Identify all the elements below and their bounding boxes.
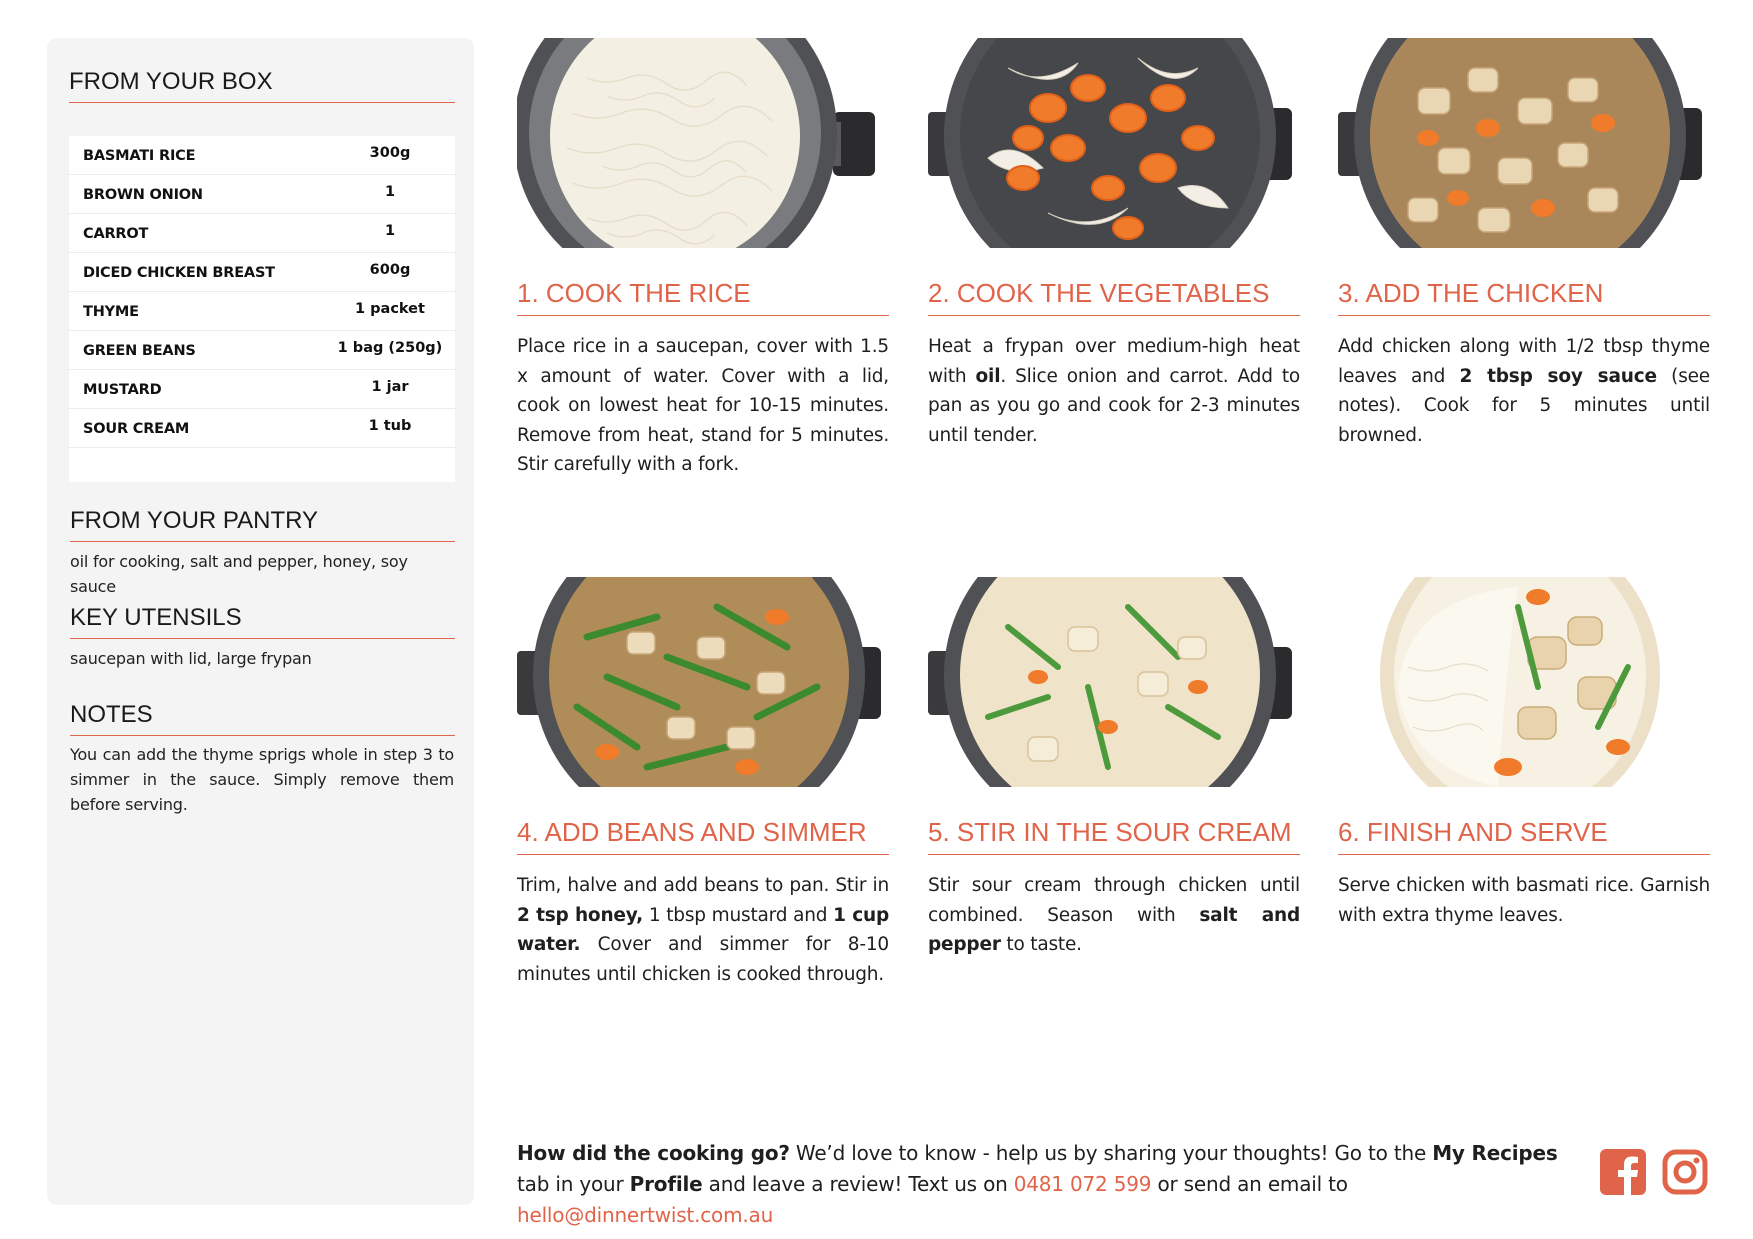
step1-instructions xyxy=(517,332,889,480)
text-run: salt and pepper xyxy=(928,904,1300,955)
ingredient-name: THYME xyxy=(83,304,139,320)
step4-title: 4. ADD BEANS AND SIMMER xyxy=(517,817,889,855)
text-run: Add chicken along with 1/2 tbsp thyme leaves and xyxy=(1338,336,1710,387)
key-utensils-heading: KEY UTENSILS xyxy=(70,604,455,639)
contact-link[interactable]: 0481 072 599 xyxy=(1013,1172,1152,1196)
text-run: 2 tsp honey, xyxy=(517,904,644,926)
from-your-box-heading: FROM YOUR BOX xyxy=(69,68,455,103)
ingredient-qty: 1 jar xyxy=(371,379,409,395)
text-run: Heat a frypan over medium-high heat with xyxy=(928,336,1300,387)
step2-title: 2. COOK THE VEGETABLES xyxy=(928,278,1300,316)
pantry-text: oil for cooking, salt and pepper, honey, soy sauce xyxy=(70,552,408,596)
text-run: . Slice onion and carrot. Add to pan as you go and cook for 2-3 minutes until tender. xyxy=(928,365,1300,446)
step1-photo-rice-pot xyxy=(517,38,881,248)
text-run: Profile xyxy=(629,1172,703,1196)
ingredient-name: BROWN ONION xyxy=(83,187,203,203)
ingredient-row xyxy=(69,253,455,292)
ingredient-row xyxy=(69,370,455,409)
step3-photo-chicken-pan xyxy=(1338,38,1702,248)
ingredient-row xyxy=(69,409,455,448)
ingredient-name: BASMATI RICE xyxy=(83,148,196,164)
notes-heading: NOTES xyxy=(70,701,455,736)
step6-photo-served-bowl xyxy=(1338,577,1702,787)
ingredient-row xyxy=(69,136,455,175)
text-run: 1 tbsp mustard and xyxy=(643,904,834,926)
ingredient-qty: 300g xyxy=(369,145,411,161)
step3-title: 3. ADD THE CHICKEN xyxy=(1338,278,1710,316)
step2-instructions xyxy=(928,332,1300,450)
text-run: We’d love to know - help us by sharing your thoughts! Go to the xyxy=(789,1141,1433,1165)
text-run: (see notes). Cook for 5 minutes until browned. xyxy=(1338,365,1710,446)
facebook-icon[interactable] xyxy=(1600,1149,1646,1195)
text-run: Place rice in a saucepan, cover with 1.5 x amount of water. Cover with a lid, cook on lowest heat for 10-15 minutes. Remove from heat, stand for 5 minutes. Stir carefully with a fork. xyxy=(517,336,889,475)
ingredient-row xyxy=(69,214,455,253)
text-run: My Recipes xyxy=(1432,1141,1558,1165)
ingredient-name: CARROT xyxy=(83,226,149,242)
ingredient-qty: 1 tub xyxy=(368,418,412,434)
utensils-text: saucepan with lid, large frypan xyxy=(70,649,312,668)
step3-instructions xyxy=(1338,332,1710,450)
ingredient-name: DICED CHICKEN BREAST xyxy=(83,265,275,281)
step1-title: 1. COOK THE RICE xyxy=(517,278,889,316)
step4-photo-beans-pan xyxy=(517,577,881,787)
box-ingredients-table xyxy=(69,136,455,482)
text-run: tab in your xyxy=(517,1172,630,1196)
ingredient-qty: 1 xyxy=(384,184,396,200)
ingredient-qty: 1 xyxy=(384,223,396,239)
instagram-icon[interactable] xyxy=(1662,1149,1708,1195)
ingredients-sidebar xyxy=(47,38,474,1205)
feedback-message xyxy=(517,1138,1567,1231)
text-run: Cover and simmer for 8-10 minutes until chicken is cooked through. xyxy=(517,934,889,985)
step5-instructions xyxy=(928,871,1300,960)
ingredient-qty: 1 bag (250g) xyxy=(337,340,443,356)
from-your-pantry-heading: FROM YOUR PANTRY xyxy=(70,507,455,542)
text-run: Stir sour cream through chicken until combined. Season with xyxy=(928,875,1300,926)
ingredient-row xyxy=(69,292,455,331)
text-run: 2 tbsp soy sauce xyxy=(1459,365,1657,387)
step6-instructions xyxy=(1338,871,1710,930)
step4-instructions xyxy=(517,871,889,989)
ingredient-name: MUSTARD xyxy=(83,382,162,398)
step6-title: 6. FINISH AND SERVE xyxy=(1338,817,1710,855)
step5-title: 5. STIR IN THE SOUR CREAM xyxy=(928,817,1300,855)
step2-photo-vegetables-pan xyxy=(928,38,1292,248)
text-run: oil xyxy=(975,365,1001,387)
notes-text: You can add the thyme sprigs whole in step 3 to simmer in the sauce. Simply remove them before serving. xyxy=(70,745,454,814)
text-run: 1 cup water. xyxy=(517,904,890,955)
ingredient-name: SOUR CREAM xyxy=(83,421,190,437)
ingredient-qty: 1 packet xyxy=(355,301,425,317)
ingredient-row xyxy=(69,175,455,214)
text-run: and leave a review! Text us on xyxy=(702,1172,1014,1196)
text-run: or send an email to xyxy=(1151,1172,1348,1196)
text-run: to taste. xyxy=(1000,934,1082,955)
text-run: How did the cooking go? xyxy=(517,1141,790,1165)
contact-link[interactable]: hello@dinnertwist.com.au xyxy=(517,1203,774,1227)
ingredient-row xyxy=(69,331,455,370)
ingredient-name: GREEN BEANS xyxy=(83,343,196,359)
text-run: Serve chicken with basmati rice. Garnish with extra thyme leaves. xyxy=(1338,875,1710,926)
ingredient-qty: 600g xyxy=(369,262,411,278)
text-run: Trim, halve and add beans to pan. Stir in xyxy=(517,875,889,896)
step5-photo-sour-cream-pan xyxy=(928,577,1292,787)
